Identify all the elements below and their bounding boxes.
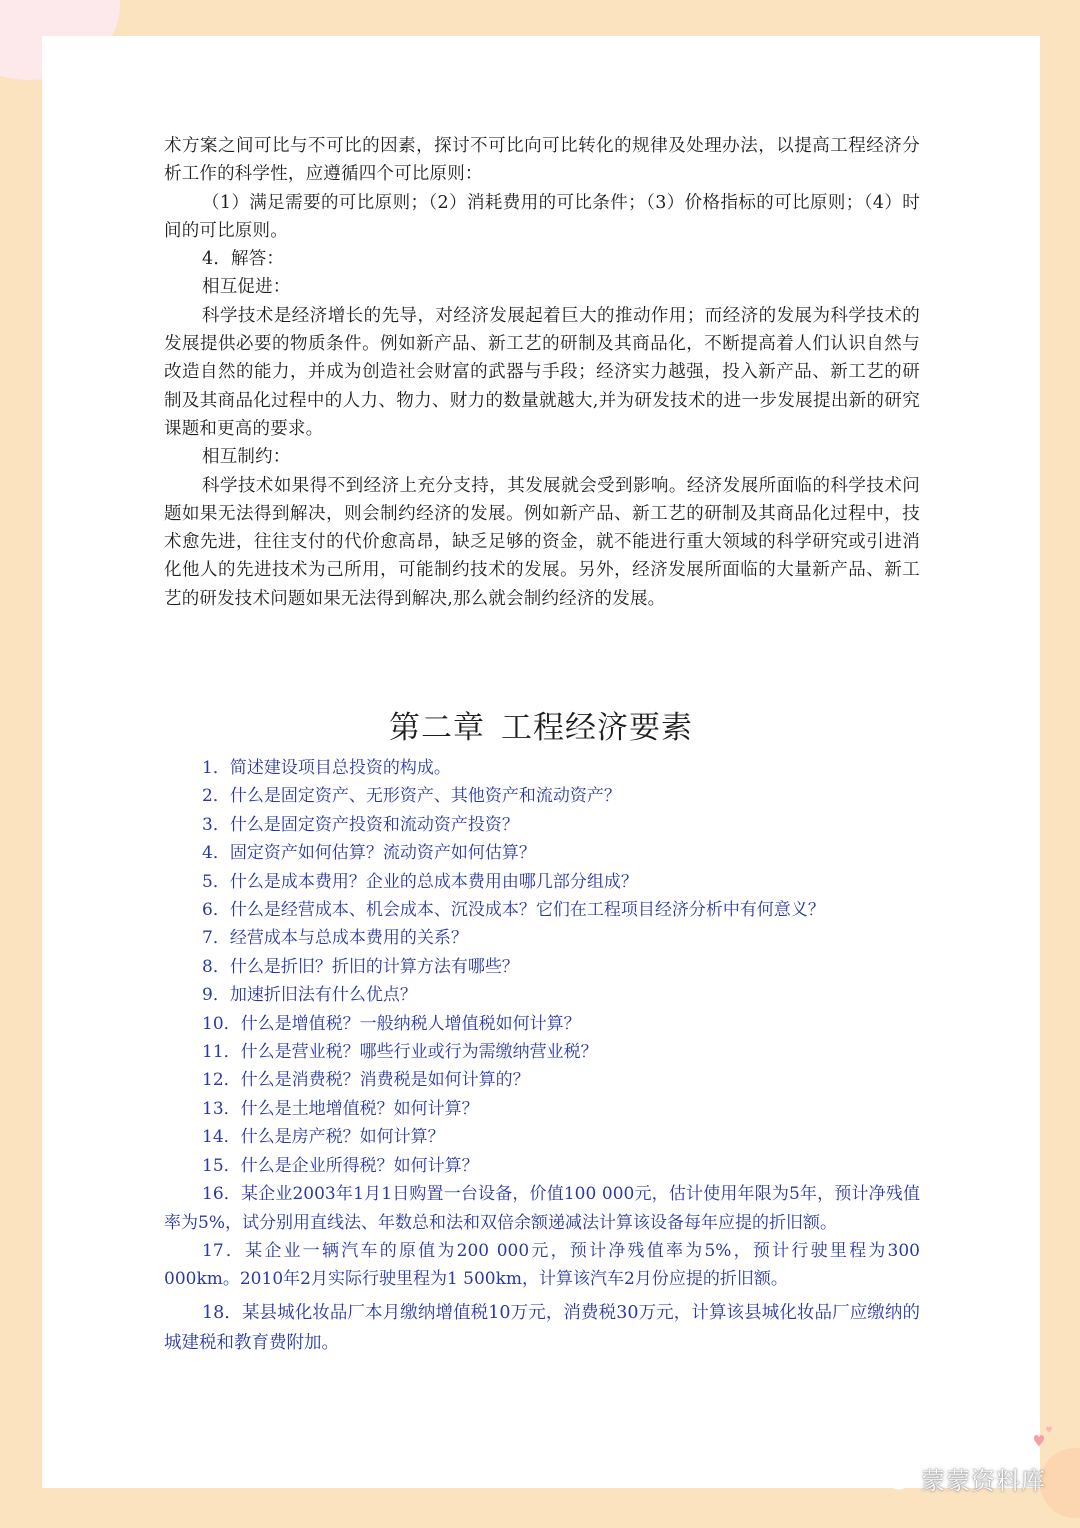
chapter-heading [42,702,1040,747]
question-item: 9．加速折旧法有什么优点？ [202,985,417,1006]
question-item: 12．什么是消费税？消费税是如何计算的？ [202,1070,530,1091]
wechat-icon [877,1464,911,1492]
question-item: 18．某县城化妆品厂本月缴纳增值税10万元，消费税30万元，计算该县城化妆品厂应缴纳的城建税和教育费附加。 [164,1302,920,1353]
question-item: 16．某企业2003年1月1日购置一台设备，价值100 000元，估计使用年限为5年，预计净残值率为5%，试分别用直线法、年数总和法和双倍余额递减法计算该设备每年应提的折旧额。 [164,1184,920,1233]
paragraph: 相互促进： [202,277,291,298]
question-item: 10．什么是增值税？一般纳税人增值税如何计算？ [202,1013,581,1034]
chapter-number: 第二章 [389,710,485,746]
question-item: 3．什么是固定资产投资和流动资产投资？ [202,814,519,835]
question-item: 1．简述建设项目总投资的构成。 [202,758,451,778]
question-item: 14．什么是房产税？如何计算？ [202,1127,445,1148]
question-item: 15．什么是企业所得税？如何计算？ [202,1155,479,1176]
question-item: 4．固定资产如何估算？流动资产如何估算？ [202,843,536,864]
question-item: 17．某企业一辆汽车的原值为200 000元，预计净残值率为5%，预计行驶里程为300 000km。2010年2月实际行驶里程为1 500km，计算该汽车2月份应提的折旧额。 [164,1240,920,1290]
watermark-text: 蒙蒙资料库 [921,1466,1046,1495]
paragraph: 术方案之间可比与不可比的因素，探讨不可比向可比转化的规律及处理办法，以提高工程经济分析工作的科学性，应遵循四个可比原则： [164,136,920,185]
answer-section [164,132,920,613]
question-item: 5．什么是成本费用？企业的总成本费用由哪几部分组成？ [202,871,638,892]
paragraph: 相互制约： [202,447,291,468]
question-item: 13．什么是土地增值税？如何计算？ [202,1098,479,1119]
question-item: 7．经营成本与总成本费用的关系？ [202,928,468,949]
question-item: 8．什么是折旧？折旧的计算方法有哪些？ [202,956,519,977]
watermark [877,1458,1046,1498]
paragraph: 科学技术如果得不到经济上充分支持，其发展就会受到影响。经济发展所面临的科学技术问题如果无法得到解决，则会制约经济的发展。例如新产品、新工艺的研制及其商品化过程中，技术愈先进，往往支付的代价愈高昂，缺乏足够的资金，就不能进行重大领域的科学研究或引进消化他人的先进技术为己所用，可能制约技术的发展。另外，经济发展所面临的大量新产品、新工艺的研发技术问题如果无法得到解决,那么就会制约经济的发展。 [164,475,920,609]
question-item: 11．什么是营业税？哪些行业或行为需缴纳营业税？ [202,1042,598,1063]
chapter-title: 工程经济要素 [501,710,693,746]
question-list [164,754,920,1358]
paragraph: 科学技术是经济增长的先导，对经济发展起着巨大的推动作用；而经济的发展为科学技术的发展提供必要的物质条件。例如新产品、新工艺的研制及其商品化，不断提高着人们认识自然与改造自然的能力，并成为创造社会财富的武器与手段；经济实力越强，投入新产品、新工艺的研制及其商品化过程中的人力、物力、财力的数量就越大,并为研发技术的进一步发展提出新的研究课题和更高的要求。 [164,305,920,439]
paragraph: 4．解答： [202,249,285,270]
question-item: 2．什么是固定资产、无形资产、其他资产和流动资产？ [202,786,621,807]
document-page [42,36,1040,1488]
question-item: 6．什么是经营成本、机会成本、沉没成本？它们在工程项目经济分析中有何意义？ [202,900,825,921]
paragraph: （1）满足需要的可比原则；（2）消耗费用的可比条件；（3）价格指标的可比原则；（4）时间的可比原则。 [164,192,920,241]
